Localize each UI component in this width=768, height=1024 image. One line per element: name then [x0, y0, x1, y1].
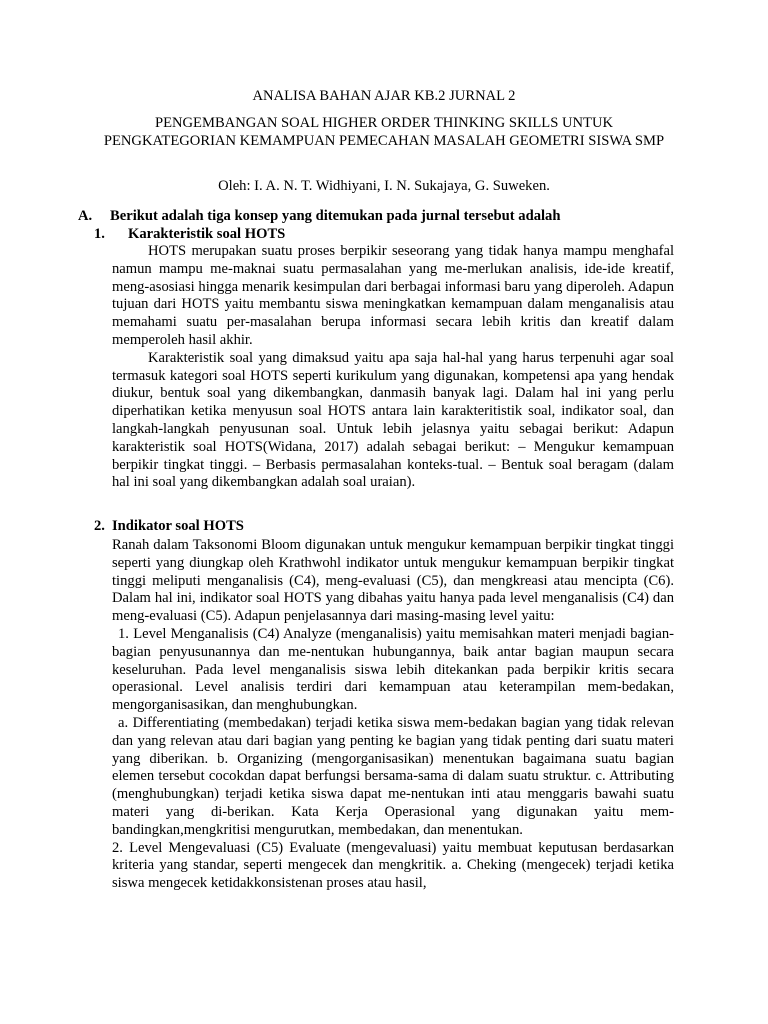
document-authors: Oleh: I. A. N. T. Widhiyani, I. N. Sukajaya, G. Suweken. [218, 178, 550, 194]
document-subtitle: PENGEMBANGAN SOAL HIGHER ORDER THINKING SKILLS UNTUK PENGKATEGORIAN KEMAMPUAN PEMECAHAN MASALAH GEOMETRI SISWA SMP [103, 115, 665, 149]
item-1-body [112, 243, 674, 492]
section-a-title: Berikut adalah tiga konsep yang ditemukan pada jurnal tersebut adalah [110, 208, 561, 224]
item-2-title: Indikator soal HOTS [112, 518, 244, 534]
document-title: ANALISA BAHAN AJAR KB.2 JURNAL 2 [252, 88, 516, 104]
item-2-paragraph-4: 2. Level Mengevaluasi (C5) Evaluate (mengevaluasi) yaitu membuat keputusan berdasarkan kriteria yang standar, seperti mengecek dan mengkritik. a. Cheking (mengecek) terjadi ketika siswa mengecek ketidakkonsistenan proses atau hasil, [112, 839, 674, 892]
item-1-heading [94, 226, 285, 244]
item-2-body [112, 537, 674, 893]
section-a-heading [78, 208, 560, 226]
item-2-paragraph-1: Ranah dalam Taksonomi Bloom digunakan untuk mengukur kemampuan berpikir tingkat tinggi seperti yang diungkap oleh Krathwohl indikator untuk mengukur kemampuan berpikir tingkat tinggi meliputi menganalisis (C4), meng-evaluasi (C5), dan mengkreasi atau mencipta (C6). Dalam hal ini, indikator soal HOTS yang dibahas yaitu hanya pada level menganalisis (C4) dan meng-evaluasi (C5). Adapun penjelasannya dari masing-masing level yaitu: [112, 537, 674, 625]
item-1-paragraph-1: HOTS merupakan suatu proses berpikir seseorang yang tidak hanya mampu menghafal namun mampu me-maknai suatu permasalahan yang me-merlukan analisis, ide-ide kreatif, meng-asosiasi hingga menarik kesimpulan dari berbagai informasi baru yang diperoleh. Adapun tujuan dari HOTS yaitu membantu siswa meningkatkan kemampuan dalam menganalisis atau memahami suatu per-masalahan berupa informasi secara lebih kritis dan kreatif dalam memperoleh hasil akhir. [112, 243, 674, 348]
item-2-heading [94, 518, 244, 536]
section-a-label: A. [78, 208, 93, 224]
item-2-number: 2. [94, 518, 105, 534]
item-1-number: 1. [94, 226, 105, 242]
item-2-paragraph-3: a. Differentiating (membedakan) terjadi ketika siswa mem-bedakan bagian yang tidak relevan dan yang relevan atau dari bagian yang penting ke bagian yang tidak penting dari suatu materi yang diberikan. b. Organizing (mengorganisasikan) menentukan bagaimana suatu bagian elemen tersebut cocokdan dapat berfungsi bersama-sama di dalam suatu struktur. c. Attributing (menghubungkan) terjadi ketika siswa dapat me-nentukan inti atau menggaris bawahi suatu materi yang di-berikan. Kata Kerja Operasional yang digunakan yaitu mem-bandingkan,mengkritisi mengurutkan, membedakan, dan menentukan. [112, 714, 674, 838]
item-2-paragraph-2: 1. Level Menganalisis (C4) Analyze (menganalisis) yaitu memisahkan materi menjadi bagian-bagian penyusunannya dan me-nentukan hubungannya, baik antar bagian maupun secara keseluruhan. Pada level menganalisis siswa lebih ditekankan pada berpikir kritis secara operasional. Level analisis terdiri dari kemampuan atau keterampilan mem-bedakan, mengorganisasikan, dan menghubungkan. [112, 625, 674, 714]
item-1-title: Karakteristik soal HOTS [128, 226, 286, 242]
item-1-paragraph-2: Karakteristik soal yang dimaksud yaitu apa saja hal-hal yang harus terpenuhi agar soal termasuk kategori soal HOTS seperti kurikulum yang digunakan, kompetensi apa yang hendak diukur, bentuk soal yang dikembangkan, danmasih banyak lagi. Dalam hal ini yang perlu diperhatikan ketika menyusun soal HOTS antara lain karakteritistik soal, indikator soal, dan langkah-langkah penyusunan soal. Untuk lebih jelasnya yaitu sebagai berikut: Adapun karakteristik soal HOTS(Widana, 2017) adalah sebagai berikut: – Mengukur kemampuan berpikir tingkat tinggi. – Berbasis permasalahan konteks-tual. – Bentuk soal beragam (dalam hal ini soal yang dikembangkan adalah soal uraian). [112, 349, 674, 491]
